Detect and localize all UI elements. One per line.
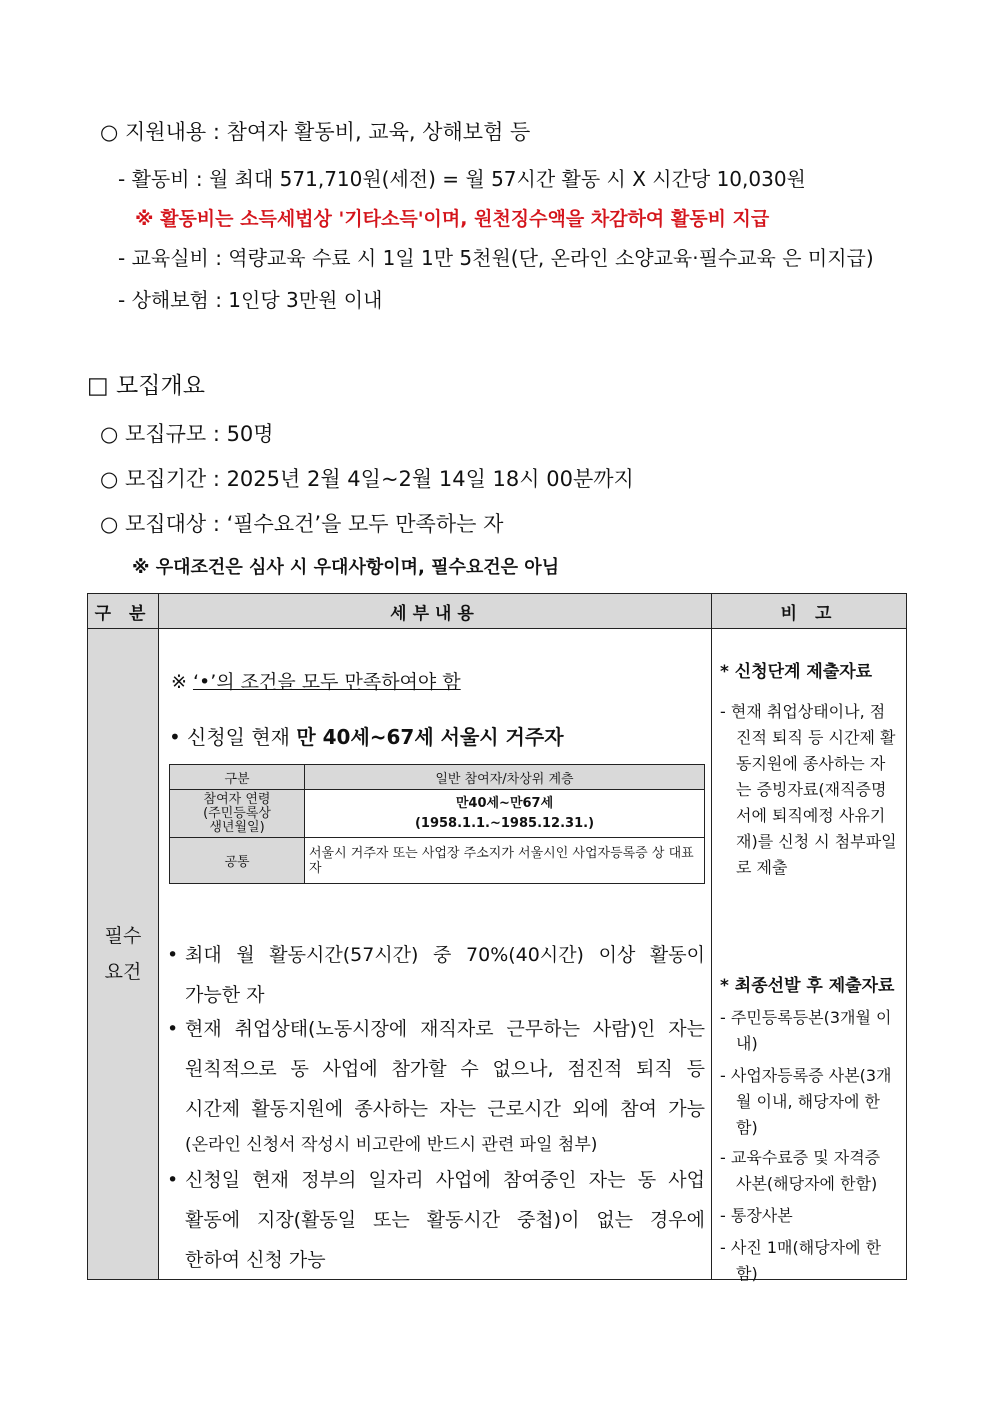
b4-line1: 신청일 현재 정부의 일자리 사업에 참여중인 자는 동 사업 [185, 1169, 705, 1191]
inner-age-label: 참여자 연령 (주민등록상 생년월일) [170, 790, 305, 838]
b3-line3: 시간제 활동지원에 종사하는 자는 근로시간 외에 참여 가능 [185, 1098, 705, 1120]
b3-line2: 원칙적으로 동 사업에 참가할 수 없으나, 점진적 퇴직 등 [185, 1058, 705, 1080]
b2-line1: 최대 월 활동시간(57시간) 중 70%(40시간) 이상 활동이 [185, 944, 705, 966]
header-remark: 비 고 [712, 594, 907, 629]
tax-note: ※ 활동비는 소득세법상 '기타소득'이며, 원천징수액을 차감하여 활동비 지급 [135, 208, 770, 230]
category-line1: 필수 [104, 925, 142, 947]
bullet-dot: • [169, 725, 181, 749]
b4-line3: 한하여 신청 가능 [185, 1249, 326, 1271]
remark-heading-application: * 신청단계 제출자료 [720, 662, 873, 682]
inner-header-general: 일반 참여자/차상위 계층 [305, 765, 705, 790]
remark-application [720, 659, 900, 881]
bullet-activity-hours [167, 935, 705, 1015]
category-line2: 요건 [104, 961, 142, 983]
header-detail: 세부내용 [159, 594, 712, 629]
remark-item-bankbook: - 통장사본 [720, 1206, 793, 1225]
b1-prefix: 신청일 현재 [187, 725, 297, 749]
category-cell [88, 629, 159, 1280]
recruit-period: ○ 모집기간 : 2025년 2월 4일~2월 14일 18시 00분까지 [100, 467, 634, 491]
recruit-target: ○ 모집대상 : ‘필수요건’을 모두 만족하는 자 [100, 512, 504, 536]
remark-item-education: - 교육수료증 및 자격증 사본(해당자에 한함) [720, 1148, 881, 1193]
condition-text: ‘•’의 조건을 모두 만족하여야 함 [192, 671, 461, 693]
remark-item-employment-proof: - 현재 취업상태이나, 점진적 퇴직 등 시간제 활동지원에 종사하는 자는 증빙자료(재직증명서에 퇴직예정 사유기재)를 신청 시 첨부파일로 제출 [720, 702, 897, 877]
header-category: 구 분 [88, 594, 159, 629]
education-line: - 교육실비 : 역량교육 수료 시 1일 1만 5천원(단, 온라인 소양교육·필수교육 은 미지급) [118, 246, 874, 270]
remark-item-photo: - 사진 1매(해당자에 한함) [720, 1238, 882, 1283]
remark-final [720, 973, 900, 1287]
bullet-employment [167, 1009, 705, 1161]
remark-heading-final: * 최종선발 후 제출자료 [720, 976, 895, 996]
condition-note [171, 667, 461, 694]
requirements-table [87, 593, 907, 1283]
inner-common-label: 공통 [170, 838, 305, 884]
bullet-dot: • [167, 1018, 179, 1040]
support-title: ○ 지원내용 : 참여자 활동비, 교육, 상해보험 등 [100, 120, 531, 144]
recruit-heading: □ 모집개요 [87, 373, 205, 399]
bullet-age-residence [169, 721, 564, 750]
recruit-note: ※ 우대조건은 심사 시 우대사항이며, 필수요건은 아님 [132, 557, 560, 578]
inner-common-value: 서울시 거주자 또는 사업장 주소지가 서울시인 사업자등록증 상 대표자 [305, 838, 705, 884]
remark-cell [712, 629, 907, 1283]
inner-header-category: 구분 [170, 765, 305, 790]
detail-cell [159, 629, 712, 1280]
inner-birth-range: (1958.1.1.~1985.12.31.) [414, 815, 595, 831]
b3-line1: 현재 취업상태(노동시장에 재직자로 근무하는 사람)인 자는 [185, 1018, 705, 1040]
remark-item-resident: - 주민등록등본(3개월 이내) [720, 1008, 892, 1053]
recruit-scale: ○ 모집규모 : 50명 [100, 422, 274, 446]
inner-age-value [305, 790, 705, 838]
b1-bold: 만 40세~67세 서울시 거주자 [296, 725, 564, 749]
b3-line4: (온라인 신청서 작성시 비고란에 반드시 관련 파일 첨부) [185, 1135, 598, 1155]
activity-fee-line: - 활동비 : 월 최대 571,710원(세전) = 월 57시간 활동 시 X 시간당 10,030원 [118, 167, 806, 191]
insurance-line: - 상해보험 : 1인당 3만원 이내 [118, 288, 383, 312]
inner-age-range: 만40세~만67세 [455, 795, 554, 811]
bullet-gov-job [167, 1160, 705, 1280]
bullet-dot: • [167, 1169, 179, 1191]
condition-mark: ※ [171, 671, 193, 693]
eligibility-subtable [169, 764, 705, 884]
remark-item-business: - 사업자등록증 사본(3개월 이내, 해당자에 한함) [720, 1066, 892, 1137]
bullet-dot: • [167, 944, 179, 966]
b2-line2: 가능한 자 [185, 984, 265, 1006]
b4-line2: 활동에 지장(활동일 또는 활동시간 중첩)이 없는 경우에 [185, 1209, 705, 1231]
